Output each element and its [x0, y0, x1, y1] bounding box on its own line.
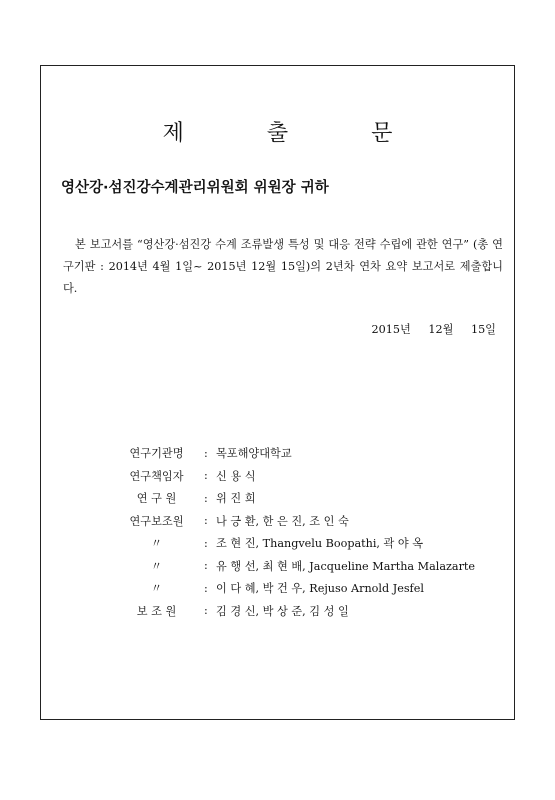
info-value: 이 다 혜, 박 건 우, Rejuso Arnold Jesfel — [216, 582, 424, 596]
info-label: 연 구 원 — [136, 492, 177, 506]
info-colon: : — [204, 559, 208, 573]
submission-paragraph: 본 보고서를 “영산강·섬진강 수계 조류발생 특성 및 대응 전략 수립에 관한 연구” (총 연구기판 : 2014년 4월 1일~ 2015년 12월 15일)의 2년차 연차 요약 보고서로 제출합니다. — [63, 238, 503, 295]
info-colon: : — [204, 604, 208, 618]
info-row — [109, 555, 475, 578]
info-row — [109, 510, 475, 533]
info-value: 신 용 식 — [216, 469, 256, 483]
info-colon: : — [204, 469, 208, 483]
info-label: 보 조 원 — [136, 604, 177, 618]
info-value: 김 경 신, 박 상 준, 김 성 일 — [216, 604, 349, 618]
info-row — [109, 532, 475, 555]
recipient-line: 영산강·섬진강수계관리위원회 위원장 귀하 — [61, 180, 329, 196]
info-value: 유 행 선, 최 현 배, Jacqueline Martha Malazarte — [216, 559, 476, 573]
info-label: 〃 — [150, 537, 163, 551]
info-value: 목포해양대학교 — [216, 447, 292, 461]
info-label: 연구보조원 — [129, 514, 184, 528]
document-title: 제 출 문 — [162, 121, 431, 146]
info-row — [109, 442, 475, 465]
document-frame — [40, 65, 515, 720]
info-colon: : — [204, 514, 208, 528]
info-row — [109, 487, 475, 510]
info-label: 연구책임자 — [129, 469, 184, 483]
submission-date: 2015년 12월 15일 — [371, 323, 496, 336]
info-row — [109, 465, 475, 488]
info-label: 연구기관명 — [129, 447, 184, 461]
info-colon: : — [204, 446, 208, 460]
info-label: 〃 — [150, 582, 163, 596]
info-value: 조 현 진, Thangvelu Boopathi, 곽 야 옥 — [216, 537, 424, 551]
research-team-table — [109, 442, 475, 622]
info-colon: : — [204, 581, 208, 595]
info-row — [109, 600, 475, 623]
info-label: 〃 — [150, 559, 163, 573]
info-row — [109, 577, 475, 600]
info-value: 나 긍 환, 한 은 진, 조 인 숙 — [216, 514, 349, 528]
info-colon: : — [204, 491, 208, 505]
info-value: 위 진 희 — [216, 492, 256, 506]
info-colon: : — [204, 536, 208, 550]
